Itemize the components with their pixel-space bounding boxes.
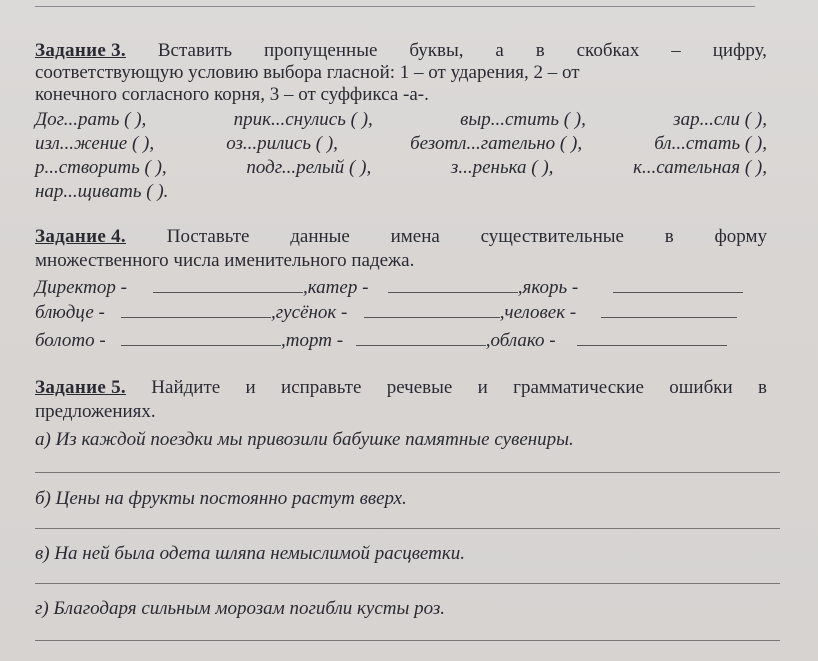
task3-item: изл...жение ( ), [35, 133, 155, 154]
task4-word-item: якорь - [522, 277, 579, 298]
task5-word: исправьте [281, 377, 362, 398]
task5-word: и [477, 377, 488, 398]
task3-word: в [535, 40, 545, 61]
answer-blank[interactable] [601, 303, 737, 318]
task4-word-item: гусёнок - [275, 302, 348, 323]
task4-heading-line [35, 226, 767, 248]
answer-blank[interactable] [121, 303, 271, 318]
task4-word: существительные [480, 226, 624, 247]
task3-line2: соответствующую условию выбора гласной: 1 – от ударения, 2 – от [35, 62, 580, 83]
task5-word: и [245, 377, 256, 398]
task4-word: в [664, 226, 674, 247]
task3-item: зар...сли ( ), [673, 109, 767, 130]
task4-word: данные [290, 226, 350, 247]
answer-blank[interactable] [613, 278, 743, 293]
answer-line[interactable] [35, 583, 780, 584]
task3-heading-line [35, 40, 767, 62]
task3-item: прик...снулись ( ), [233, 109, 373, 130]
task5-word: Найдите [151, 377, 221, 398]
task3-line3: конечного согласного корня, 3 – от суффикса -а-. [35, 84, 429, 105]
task4-word: форму [714, 226, 767, 247]
task5-sentence: г) Благодаря сильным морозам погибли кусты роз. [35, 598, 446, 619]
task3-word: пропущенные [263, 40, 378, 61]
task3-items-row [35, 157, 767, 179]
task3-item: выр...стить ( ), [460, 109, 586, 130]
answer-blank[interactable] [121, 331, 281, 346]
task3-word: – [671, 40, 681, 61]
answer-line[interactable] [35, 640, 780, 641]
task3-label: Задание 3. [35, 40, 126, 61]
task4-word-item: болото - [35, 330, 106, 351]
task4-word: Поставьте [166, 226, 250, 247]
task4-word-row: болото - ,торт - ,облако - [35, 330, 767, 352]
task5-label: Задание 5. [35, 377, 126, 398]
task5-sentence: в) На ней была одета шляпа немыслимой расцветки. [35, 543, 465, 564]
task5-sentence: а) Из каждой поездки мы привозили бабушке памятные сувениры. [35, 429, 574, 450]
task5-word: речевые [386, 377, 453, 398]
task4-word-item: Директор - [35, 277, 127, 298]
task5-word: в [758, 377, 767, 398]
task3-item-last: нар...щивать ( ). [35, 181, 169, 202]
task3-word: Вставить [157, 40, 233, 61]
task5-word: ошибки [669, 377, 733, 398]
answer-blank[interactable] [153, 278, 303, 293]
task5-word: грамматические [513, 377, 644, 398]
task4-word-item: блюдце - [35, 302, 105, 323]
task4-word-item: катер - [307, 277, 369, 298]
task3-item: Дог...рать ( ), [35, 109, 147, 130]
task3-item: р...створить ( ), [35, 157, 167, 178]
task3-item: оз...рились ( ), [226, 133, 338, 154]
task3-word: цифру, [712, 40, 767, 61]
answer-blank[interactable] [577, 331, 727, 346]
task3-items-row [35, 133, 767, 155]
task3-item: к...сательная ( ), [633, 157, 767, 178]
task3-word: а [495, 40, 504, 61]
task4-word-item: облако - [490, 330, 556, 351]
task3-items-row [35, 109, 767, 131]
task5-line2: предложениях. [35, 401, 156, 422]
task3-item: безотл...гательно ( ), [410, 133, 583, 154]
task4-word: имена [390, 226, 440, 247]
answer-blank[interactable] [356, 331, 486, 346]
answer-blank[interactable] [388, 278, 518, 293]
task3-item: подг...релый ( ), [246, 157, 372, 178]
task3-item: з...ренька ( ), [450, 157, 554, 178]
task4-word-item: торт - [285, 330, 344, 351]
answer-line[interactable] [35, 472, 780, 473]
task5-heading-line [35, 377, 767, 399]
answer-line[interactable] [35, 528, 780, 529]
answer-blank[interactable] [364, 303, 500, 318]
task3-word: буквы, [409, 40, 464, 61]
task4-word-row: Директор - ,катер - ,якорь - [35, 277, 767, 299]
task4-label: Задание 4. [35, 226, 126, 247]
task3-word: скобках [576, 40, 640, 61]
task3-item: бл...стать ( ), [654, 133, 767, 154]
task4-word-item: человек - [504, 302, 577, 323]
task4-line2: множественного числа именительного падежа. [35, 250, 415, 271]
top-rule [35, 6, 755, 7]
task4-word-row: блюдце - ,гусёнок - ,человек - [35, 302, 767, 324]
task5-sentence: б) Цены на фрукты постоянно растут вверх. [35, 488, 407, 509]
